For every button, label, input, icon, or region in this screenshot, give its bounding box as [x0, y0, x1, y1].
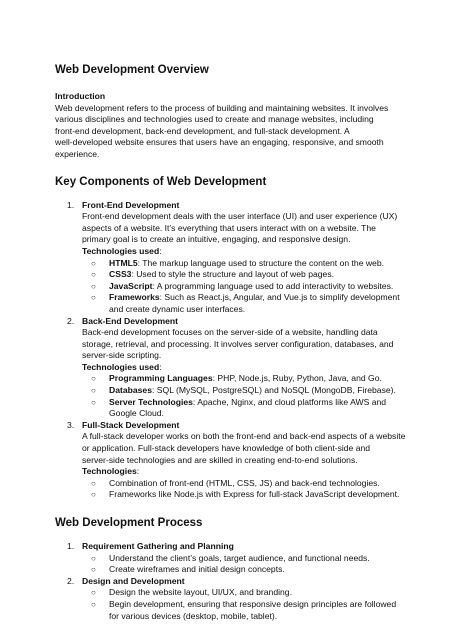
- process-heading: Web Development Process: [55, 517, 203, 529]
- item-number: 1.: [67, 541, 75, 551]
- bullet-term: Programming Languages: [109, 373, 213, 384]
- section-title: Front-End Development: [82, 199, 180, 210]
- bullet-term: Server Technologies: [109, 396, 193, 407]
- circle-bullet-icon: ○: [91, 293, 96, 303]
- technologies-suffix: :: [159, 361, 162, 372]
- technologies-label: Technologies used: [82, 245, 160, 256]
- item-number: 3.: [67, 419, 75, 430]
- item-number: 1.: [67, 199, 75, 210]
- circle-bullet-icon: ○: [91, 397, 96, 407]
- bullet-text: : Such as React.js, Angular, and Vue.js to simplify development: [159, 292, 400, 303]
- list-item: [55, 200, 413, 316]
- section-line: primary goal is to create an intuitive, engaging, and responsive design.: [82, 234, 351, 245]
- bullet-item: [82, 553, 413, 565]
- step-list: [82, 587, 413, 622]
- bullet-text: Create wireframes and initial design concepts.: [109, 564, 285, 575]
- bullet-text-continued: and create dynamic user interfaces.: [109, 303, 246, 314]
- bullet-item: [82, 373, 413, 385]
- bullet-item: [82, 385, 413, 397]
- intro-line: well-developed website ensures that users have an engaging, responsive, and smooth: [55, 137, 384, 148]
- circle-bullet-icon: ○: [91, 565, 96, 575]
- section-line: Front-end development deals with the user interface (UI) and user experience (UX): [82, 211, 398, 222]
- bullet-term: HTML5: [109, 257, 138, 268]
- bullet-text: : SQL (MySQL, PostgreSQL) and NoSQL (MongoDB, Firebase).: [152, 385, 396, 396]
- bullet-text: : The markup language used to structure the content on the web.: [137, 257, 385, 268]
- bullet-text: Combination of front-end (HTML, CSS, JS) and back-end technologies.: [109, 477, 380, 488]
- process-list: [55, 541, 413, 622]
- section-line: or application. Full-stack developers have knowledge of both client-side and: [82, 443, 371, 454]
- bullet-text: : PHP, Node.js, Ruby, Python, Java, and Go.: [212, 373, 382, 384]
- technologies-label: Technologies: [82, 466, 137, 477]
- section-line: aspects of a website. It’s everything that users interact with on a website. The: [82, 222, 376, 233]
- bullet-text: : Used to style the structure and layout of web pages.: [131, 269, 334, 280]
- bullet-item: [82, 397, 413, 420]
- bullet-item: [82, 564, 413, 576]
- bullet-term: JavaScript: [109, 280, 153, 291]
- bullet-term: Databases: [109, 385, 152, 396]
- circle-bullet-icon: ○: [91, 553, 96, 563]
- technologies-label: Technologies used: [82, 361, 160, 372]
- intro-line: Web development refers to the process of building and maintaining websites. It involves: [55, 102, 389, 113]
- circle-bullet-icon: ○: [91, 588, 96, 598]
- bullet-item: [82, 599, 413, 622]
- technologies-label-row: [82, 246, 413, 258]
- circle-bullet-icon: ○: [91, 281, 96, 291]
- technologies-list: [82, 373, 413, 419]
- technologies-list: [82, 478, 413, 501]
- section-line: storage, retrieval, and processing. It involves server configuration, databases, and: [82, 338, 394, 349]
- intro-line: various disciplines and technologies used to create and manage websites, including: [55, 114, 374, 125]
- technologies-label-row: [82, 362, 413, 374]
- list-item: [55, 576, 413, 622]
- technologies-list: [82, 258, 413, 316]
- intro-paragraph: [55, 103, 413, 161]
- bullet-text-continued: for various devices (desktop, mobile, tablet).: [109, 610, 278, 621]
- section-line: Back-end development focuses on the server-side of a website, handling data: [82, 327, 378, 338]
- bullet-term: Frameworks: [109, 292, 160, 303]
- list-item: [55, 541, 413, 576]
- circle-bullet-icon: ○: [91, 374, 96, 384]
- circle-bullet-icon: ○: [91, 599, 96, 609]
- intro-line: experience.: [55, 148, 100, 159]
- bullet-text: : Apache, Nginx, and cloud platforms like AWS and: [192, 396, 387, 407]
- bullet-item: [82, 489, 413, 501]
- bullet-text-continued: Google Cloud.: [109, 408, 164, 419]
- section-title: Design and Development: [82, 575, 185, 586]
- bullet-item: [82, 292, 413, 315]
- technologies-label-row: [82, 466, 413, 478]
- technologies-suffix: :: [136, 466, 140, 477]
- item-number: 2.: [67, 315, 75, 326]
- key-components-heading: Key Components of Web Development: [55, 175, 267, 188]
- circle-bullet-icon: ○: [91, 270, 96, 280]
- bullet-item: [82, 478, 413, 490]
- section-title: Back-End Development: [82, 315, 178, 326]
- bullet-item: [82, 281, 413, 293]
- bullet-item: [82, 587, 413, 599]
- bullet-text: : A programming language used to add interactivity to websites.: [152, 280, 394, 291]
- section-line: A full-stack developer works on both the front-end and back-end aspects of a website: [82, 431, 406, 442]
- section-line: server-side scripting.: [82, 350, 162, 361]
- intro-heading: Introduction: [55, 91, 106, 101]
- circle-bullet-icon: ○: [91, 386, 96, 396]
- circle-bullet-icon: ○: [91, 490, 96, 500]
- document-title: Web Development Overview: [55, 64, 209, 76]
- bullet-text: Design the website layout, UI/UX, and branding.: [109, 587, 292, 598]
- circle-bullet-icon: ○: [91, 258, 96, 268]
- key-components-list: [55, 200, 413, 501]
- technologies-suffix: :: [159, 245, 162, 256]
- bullet-term: CSS3: [109, 269, 132, 280]
- bullet-text: Begin development, ensuring that responsive design principles are followed: [109, 598, 397, 609]
- section-title: Requirement Gathering and Planning: [82, 541, 234, 551]
- bullet-text: Understand the client’s goals, target audience, and functional needs.: [109, 552, 370, 563]
- bullet-text: Frameworks like Node.js with Express for full-stack JavaScript development.: [109, 489, 400, 500]
- list-item: [55, 420, 413, 501]
- section-line: server-side technologies and are skilled in creating end-to-end solutions.: [82, 454, 358, 465]
- section-title: Full-Stack Development: [82, 419, 180, 430]
- intro-line: front-end development, back-end development, and full-stack development. A: [55, 125, 350, 136]
- list-item: [55, 316, 413, 420]
- item-number: 2.: [67, 575, 75, 586]
- step-list: [82, 553, 413, 576]
- bullet-item: [82, 258, 413, 270]
- bullet-item: [82, 269, 413, 281]
- circle-bullet-icon: ○: [91, 478, 96, 488]
